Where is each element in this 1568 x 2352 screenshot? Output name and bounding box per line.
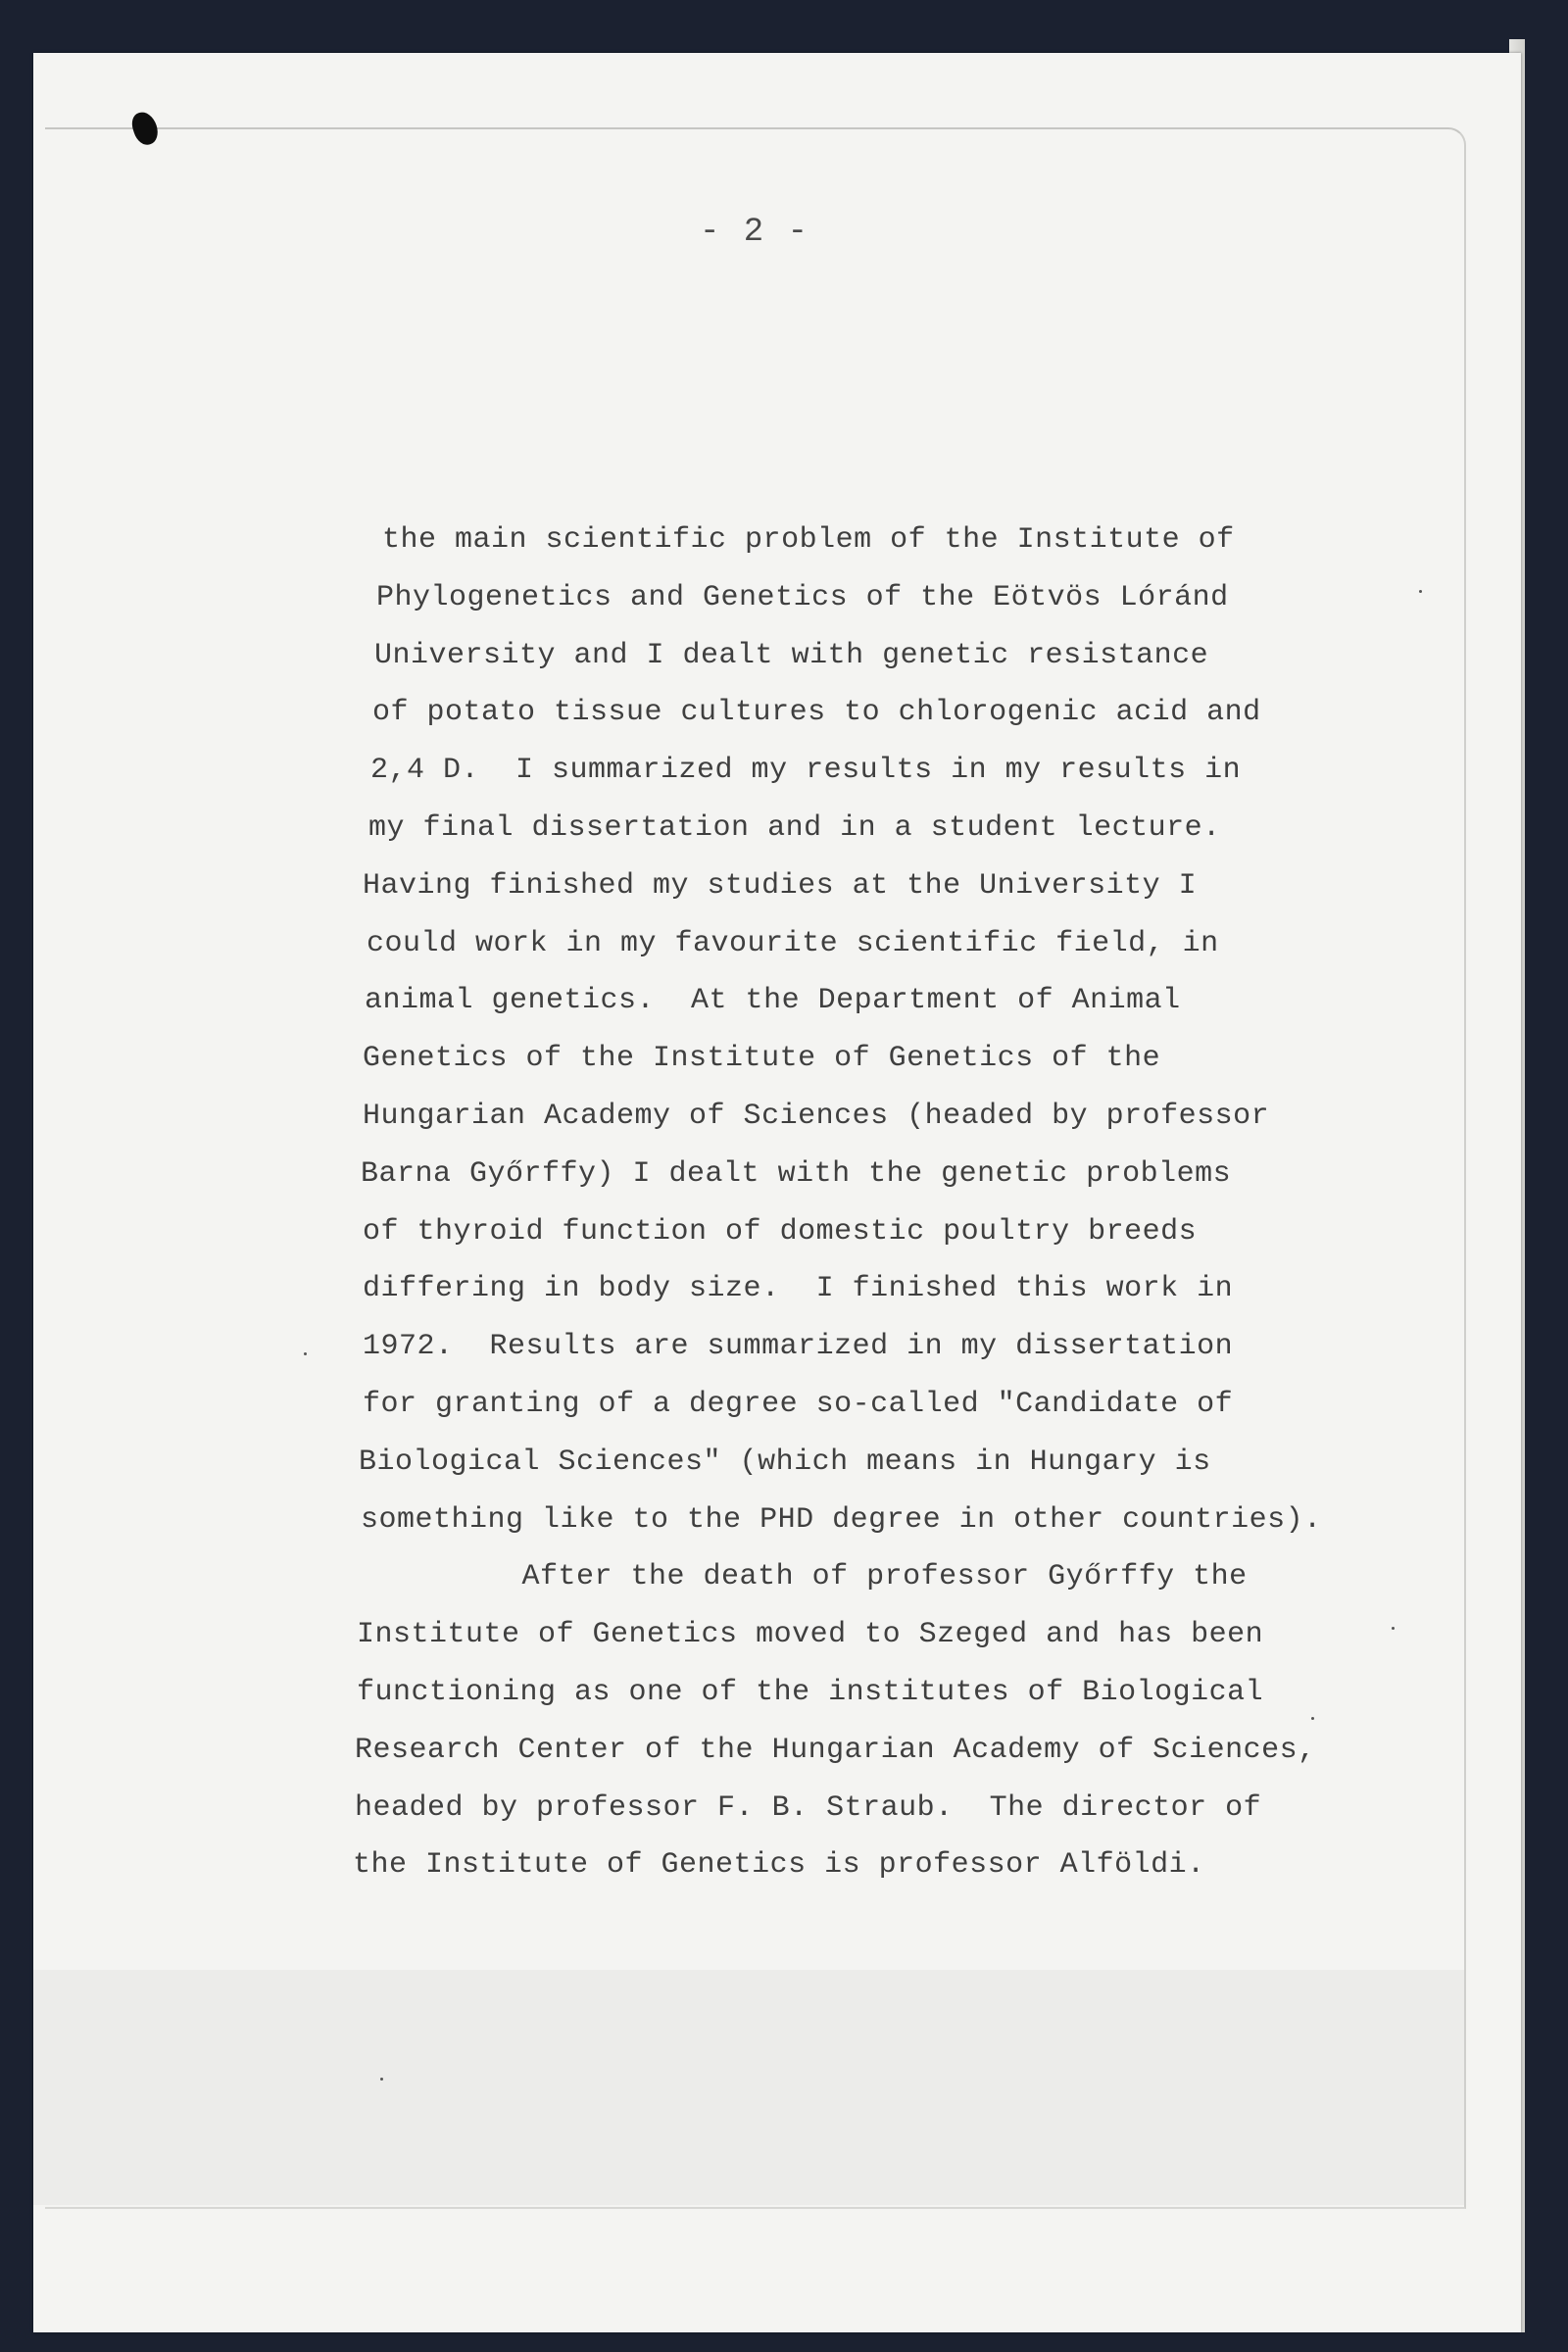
text-line: 1972. Results are summarized in my dissertation [363,1330,1234,1364]
ink-speck [1392,1627,1395,1630]
text-line: Phylogenetics and Genetics of the Eötvös Lóránd [376,580,1229,614]
text-line: headed by professor F. B. Straub. The director of [355,1790,1262,1825]
text-line: my final dissertation and in a student lecture. [368,810,1221,845]
text-line: Research Center of the Hungarian Academy of Sciences, [355,1733,1316,1767]
text-line: differing in body size. I finished this work in [363,1272,1234,1306]
text-line: Biological Sciences" (which means in Hungary is [359,1445,1211,1479]
text-line: something like to the PHD degree in other countries). [361,1502,1322,1537]
ink-speck [1419,590,1422,593]
text-line: University and I dealt with genetic resistance [374,638,1209,672]
text-line: could work in my favourite scientific field, in [367,926,1219,960]
ink-speck [304,1352,307,1355]
text-line: Having finished my studies at the University I [363,868,1198,903]
text-line: of thyroid function of domestic poultry breeds [363,1214,1198,1249]
body-text [353,512,1322,1894]
text-line: for granting of a degree so-called "Candidate of [363,1387,1234,1421]
text-line: the main scientific problem of the Institute of [382,523,1235,557]
page-number: - 2 - [699,214,810,251]
text-line: After the death of professor Győrffy the [359,1560,1248,1594]
text-line: functioning as one of the institutes of Biological [357,1675,1264,1709]
text-line: the Institute of Genetics is professor Alföldi. [353,1848,1205,1883]
ink-speck [380,2078,383,2081]
text-line: animal genetics. At the Department of Animal [365,984,1181,1018]
text-line: Institute of Genetics moved to Szeged and has been [357,1618,1264,1652]
text-line: of potato tissue cultures to chlorogenic acid and [372,696,1261,730]
text-line: Hungarian Academy of Sciences (headed by professor [363,1099,1270,1133]
text-line: Genetics of the Institute of Genetics of the [363,1042,1161,1076]
text-line: Barna Győrffy) I dealt with the genetic problems [361,1156,1232,1191]
text-line: 2,4 D. I summarized my results in my results in [370,754,1242,788]
